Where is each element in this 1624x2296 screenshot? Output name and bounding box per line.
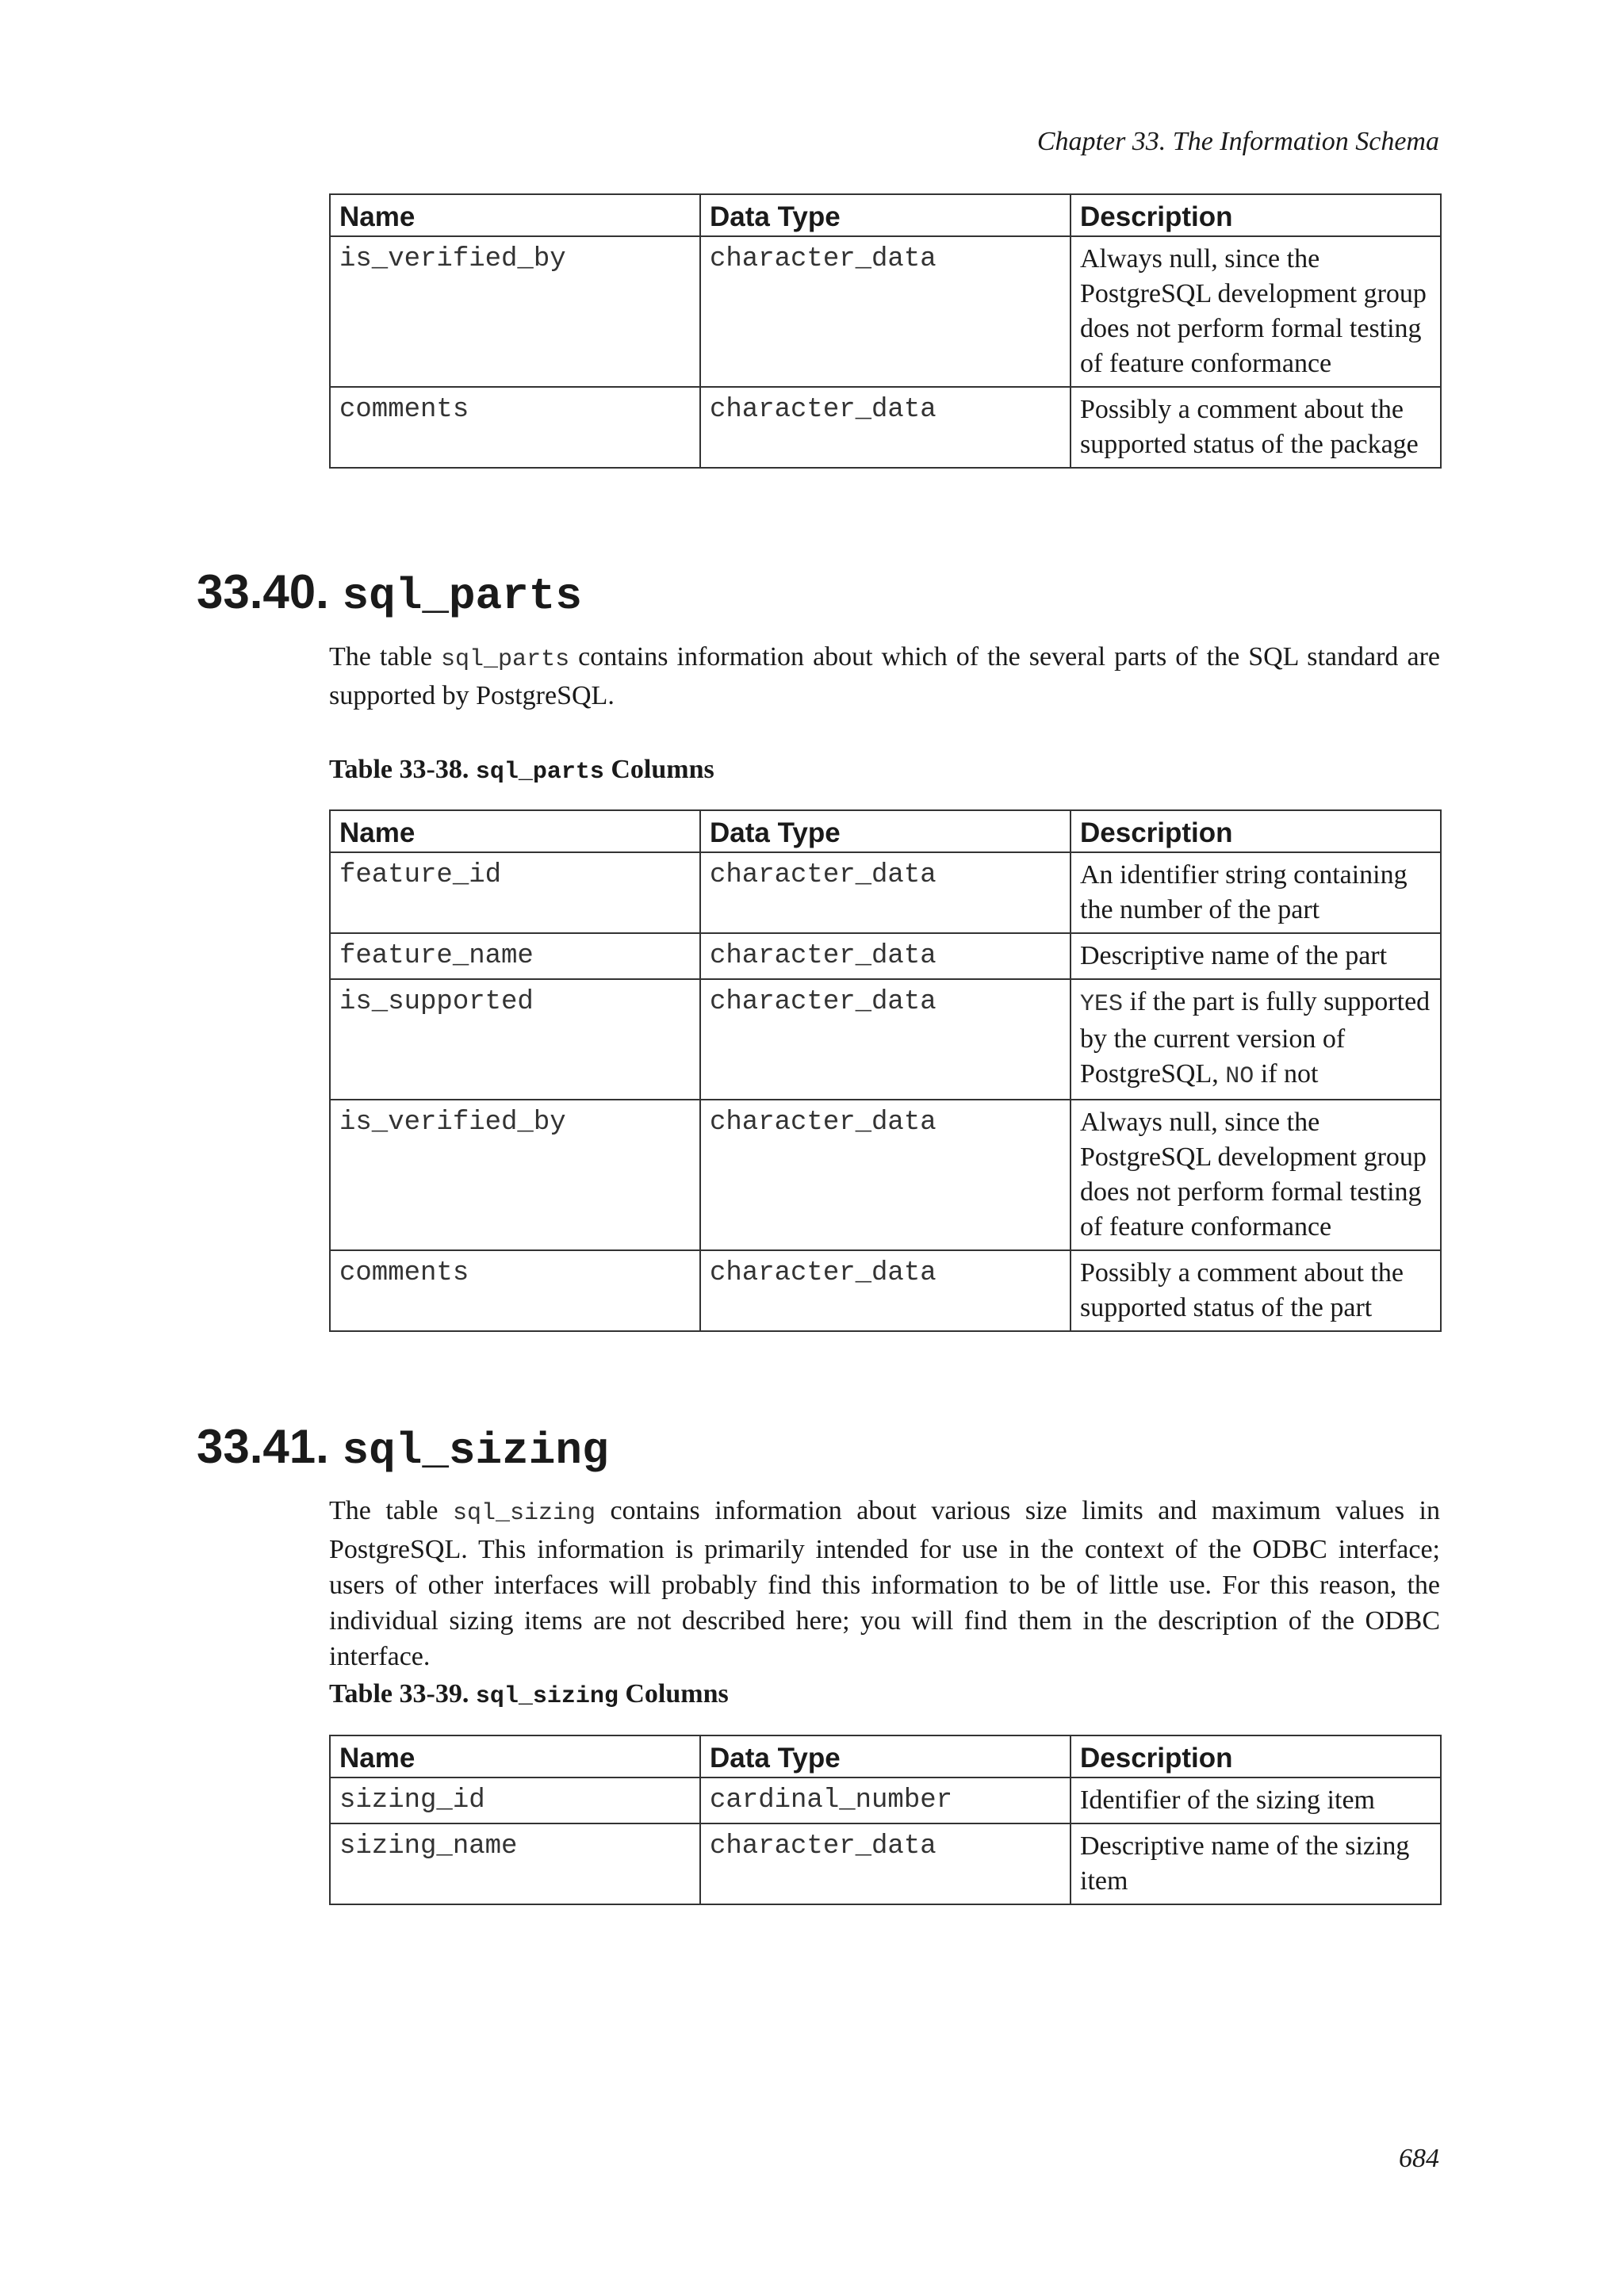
table-sql-sizing-columns: [329, 1735, 1442, 1905]
cell-name: sizing_name: [330, 1823, 700, 1904]
cell-description: Possibly a comment about the supported status of the package: [1071, 387, 1441, 468]
cell-description: An identifier string containing the number of the part: [1071, 852, 1441, 933]
table-header-row: [330, 1735, 1441, 1777]
page-number: 684: [1399, 2144, 1439, 2173]
cell-name: is_supported: [330, 979, 700, 1100]
table-header-row: [330, 810, 1441, 852]
table-row: [330, 387, 1441, 468]
section-number: 33.40.: [197, 565, 329, 618]
section-paragraph-sql-sizing: [329, 1493, 1440, 1674]
paragraph-code: sql_sizing: [452, 1500, 596, 1527]
section-paragraph-sql-parts: [329, 639, 1440, 714]
column-header-name: Name: [330, 810, 700, 852]
table-row: [330, 979, 1441, 1100]
cell-data-type: character_data: [700, 1823, 1071, 1904]
column-header-data-type: Data Type: [700, 810, 1071, 852]
cell-name: is_verified_by: [330, 1100, 700, 1250]
desc-text: if not: [1254, 1059, 1319, 1089]
column-header-name: Name: [330, 194, 700, 236]
cell-name: comments: [330, 1250, 700, 1331]
section-title-code: sql_sizing: [342, 1425, 609, 1476]
column-header-data-type: Data Type: [700, 194, 1071, 236]
table-row: [330, 1823, 1441, 1904]
section-heading-sql-parts: [197, 564, 582, 624]
desc-code: YES: [1080, 991, 1124, 1018]
desc-text: if the part is fully supported by the current version of PostgreSQL,: [1080, 987, 1431, 1089]
column-header-description: Description: [1071, 1735, 1441, 1777]
cell-name: comments: [330, 387, 700, 468]
table-row: [330, 1777, 1441, 1823]
cell-data-type: character_data: [700, 1250, 1071, 1331]
table-row: [330, 852, 1441, 933]
cell-data-type: character_data: [700, 852, 1071, 933]
paragraph-code: sql_parts: [441, 646, 570, 673]
cell-description: Descriptive name of the sizing item: [1071, 1823, 1441, 1904]
cell-name: sizing_id: [330, 1777, 700, 1823]
cell-description: Always null, since the PostgreSQL development group does not perform formal testing of feature conformance: [1071, 236, 1441, 387]
column-header-description: Description: [1071, 194, 1441, 236]
table-package-columns-continued: [329, 193, 1442, 469]
column-header-description: Description: [1071, 810, 1441, 852]
cell-data-type: cardinal_number: [700, 1777, 1071, 1823]
table-row: [330, 1250, 1441, 1331]
column-header-name: Name: [330, 1735, 700, 1777]
cell-description: Identifier of the sizing item: [1071, 1777, 1441, 1823]
column-header-data-type: Data Type: [700, 1735, 1071, 1777]
caption-text: Table 33-39.: [329, 1679, 476, 1709]
section-number: 33.41.: [197, 1420, 329, 1473]
running-head: Chapter 33. The Information Schema: [1036, 127, 1439, 156]
cell-data-type: character_data: [700, 933, 1071, 979]
caption-code: sql_sizing: [475, 1683, 619, 1710]
table-row: [330, 236, 1441, 387]
table-row: [330, 933, 1441, 979]
caption-text: Columns: [603, 755, 714, 784]
paragraph-text: The table: [329, 1496, 453, 1525]
caption-code: sql_parts: [475, 759, 604, 786]
cell-data-type: character_data: [700, 236, 1071, 387]
cell-name: feature_name: [330, 933, 700, 979]
table-row: [330, 1100, 1441, 1250]
cell-description: Always null, since the PostgreSQL development group does not perform formal testing of feature conformance: [1071, 1100, 1441, 1250]
cell-description: Possibly a comment about the supported status of the part: [1071, 1250, 1441, 1331]
cell-data-type: character_data: [700, 387, 1071, 468]
caption-text: Table 33-38.: [329, 755, 476, 784]
cell-name: feature_id: [330, 852, 700, 933]
cell-description: Descriptive name of the part: [1071, 933, 1441, 979]
cell-description: [1071, 979, 1441, 1100]
section-heading-sql-sizing: [197, 1419, 609, 1479]
table-sql-parts-columns: [329, 809, 1442, 1332]
paragraph-text: contains information about various size limits and maximum values in PostgreSQL. This information is primarily intended for use in the context of the ODBC interface; users of other interfaces will probably find this information to be of little use. For this reason, the individual sizing items are not described here; you will find them in the description of the ODBC interface.: [329, 1496, 1440, 1671]
cell-data-type: character_data: [700, 979, 1071, 1100]
paragraph-text: The table: [329, 642, 442, 672]
table-caption-33-38: [329, 755, 714, 786]
caption-text: Columns: [618, 1679, 729, 1709]
section-title-code: sql_parts: [342, 571, 582, 622]
table-header-row: [330, 194, 1441, 236]
cell-data-type: character_data: [700, 1100, 1071, 1250]
paragraph-text: contains information about which of the several parts of the SQL standard are supported by PostgreSQL.: [329, 642, 1440, 710]
table-caption-33-39: [329, 1679, 729, 1710]
cell-name: is_verified_by: [330, 236, 700, 387]
desc-code: NO: [1225, 1063, 1254, 1090]
